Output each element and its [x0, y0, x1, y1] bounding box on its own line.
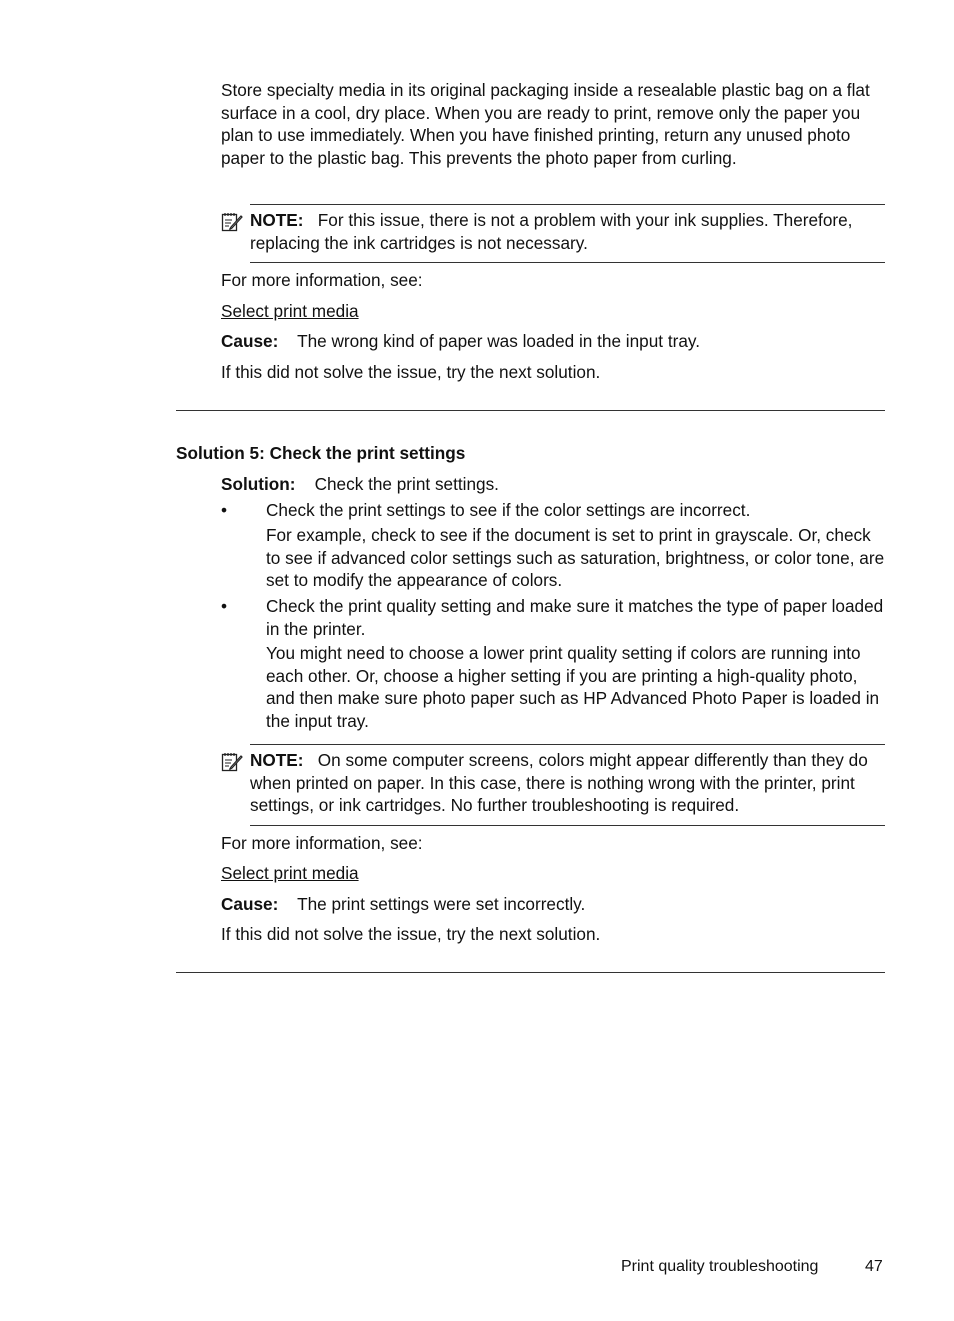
note-bottom-rule — [250, 825, 885, 826]
more-info-text: For more information, see: — [221, 270, 423, 290]
note-icon — [221, 211, 243, 233]
note-bottom-rule — [250, 262, 885, 263]
more-info-text: For more information, see: — [221, 833, 423, 853]
note-icon — [221, 751, 243, 773]
cause-line — [221, 893, 885, 916]
bullet-2-text: Check the print quality setting and make sure it matches the type of paper loaded in the printer. — [266, 596, 884, 639]
section-divider — [176, 972, 885, 973]
note-box — [221, 749, 885, 819]
bullet-marker: • — [221, 500, 228, 520]
note-top-rule — [250, 744, 885, 745]
footer-section-title: Print quality troubleshooting — [621, 1258, 819, 1275]
solution-line — [221, 473, 885, 496]
bullet-2-detail: You might need to choose a lower print quality setting if colors are running into each other. Or, choose a higher setting if you are printing a high-quality photo, and then make sure photo paper such as HP Advanced Photo Paper is loaded in the input tray. — [266, 643, 880, 731]
next-solution-text: If this did not solve the issue, try the next solution. — [221, 924, 601, 944]
note-label: NOTE: — [250, 750, 304, 770]
cause-text: The print settings were set incorrectly. — [297, 894, 586, 914]
cause-label: Cause: — [221, 894, 279, 914]
select-print-media-link[interactable]: Select print media — [221, 863, 359, 883]
bullet-1-text: Check the print settings to see if the color settings are incorrect. — [266, 500, 751, 520]
note-box — [221, 209, 885, 255]
solution-5-heading: Solution 5: Check the print settings — [176, 443, 466, 463]
note-text — [250, 749, 885, 817]
storage-paragraph: Store specialty media in its original packaging inside a resealable plastic bag on a flat surface in a cool, dry place. When you are ready to print, remove only the paper you plan to use immediately. When you have finished printing, return any unused photo paper to the plastic bag. This prevents the photo paper from curling. — [221, 80, 870, 168]
bullet-marker: • — [221, 596, 228, 616]
page-number: 47 — [865, 1258, 883, 1275]
note-body: For this issue, there is not a problem with your ink supplies. Therefore, replacing the ink cartridges is not necessary. — [250, 210, 853, 253]
solution-label: Solution: — [221, 474, 296, 494]
section-divider — [176, 410, 885, 411]
cause-text: The wrong kind of paper was loaded in the input tray. — [297, 331, 700, 351]
solution-text: Check the print settings. — [314, 474, 499, 494]
note-body: On some computer screens, colors might appear differently than they do when printed on paper. In this case, there is nothing wrong with the printer, print settings, or ink cartridges. No further troubleshooting is required. — [250, 750, 868, 815]
cause-line — [221, 330, 885, 353]
note-label: NOTE: — [250, 210, 304, 230]
note-text — [250, 209, 885, 254]
bullet-1-detail: For example, check to see if the document is set to print in grayscale. Or, check to see if advanced color settings such as saturation, brightness, or color tone, are set to modify the appearance of colors. — [266, 525, 885, 590]
next-solution-text: If this did not solve the issue, try the next solution. — [221, 362, 601, 382]
note-top-rule — [250, 204, 885, 205]
cause-label: Cause: — [221, 331, 279, 351]
select-print-media-link[interactable]: Select print media — [221, 301, 359, 321]
